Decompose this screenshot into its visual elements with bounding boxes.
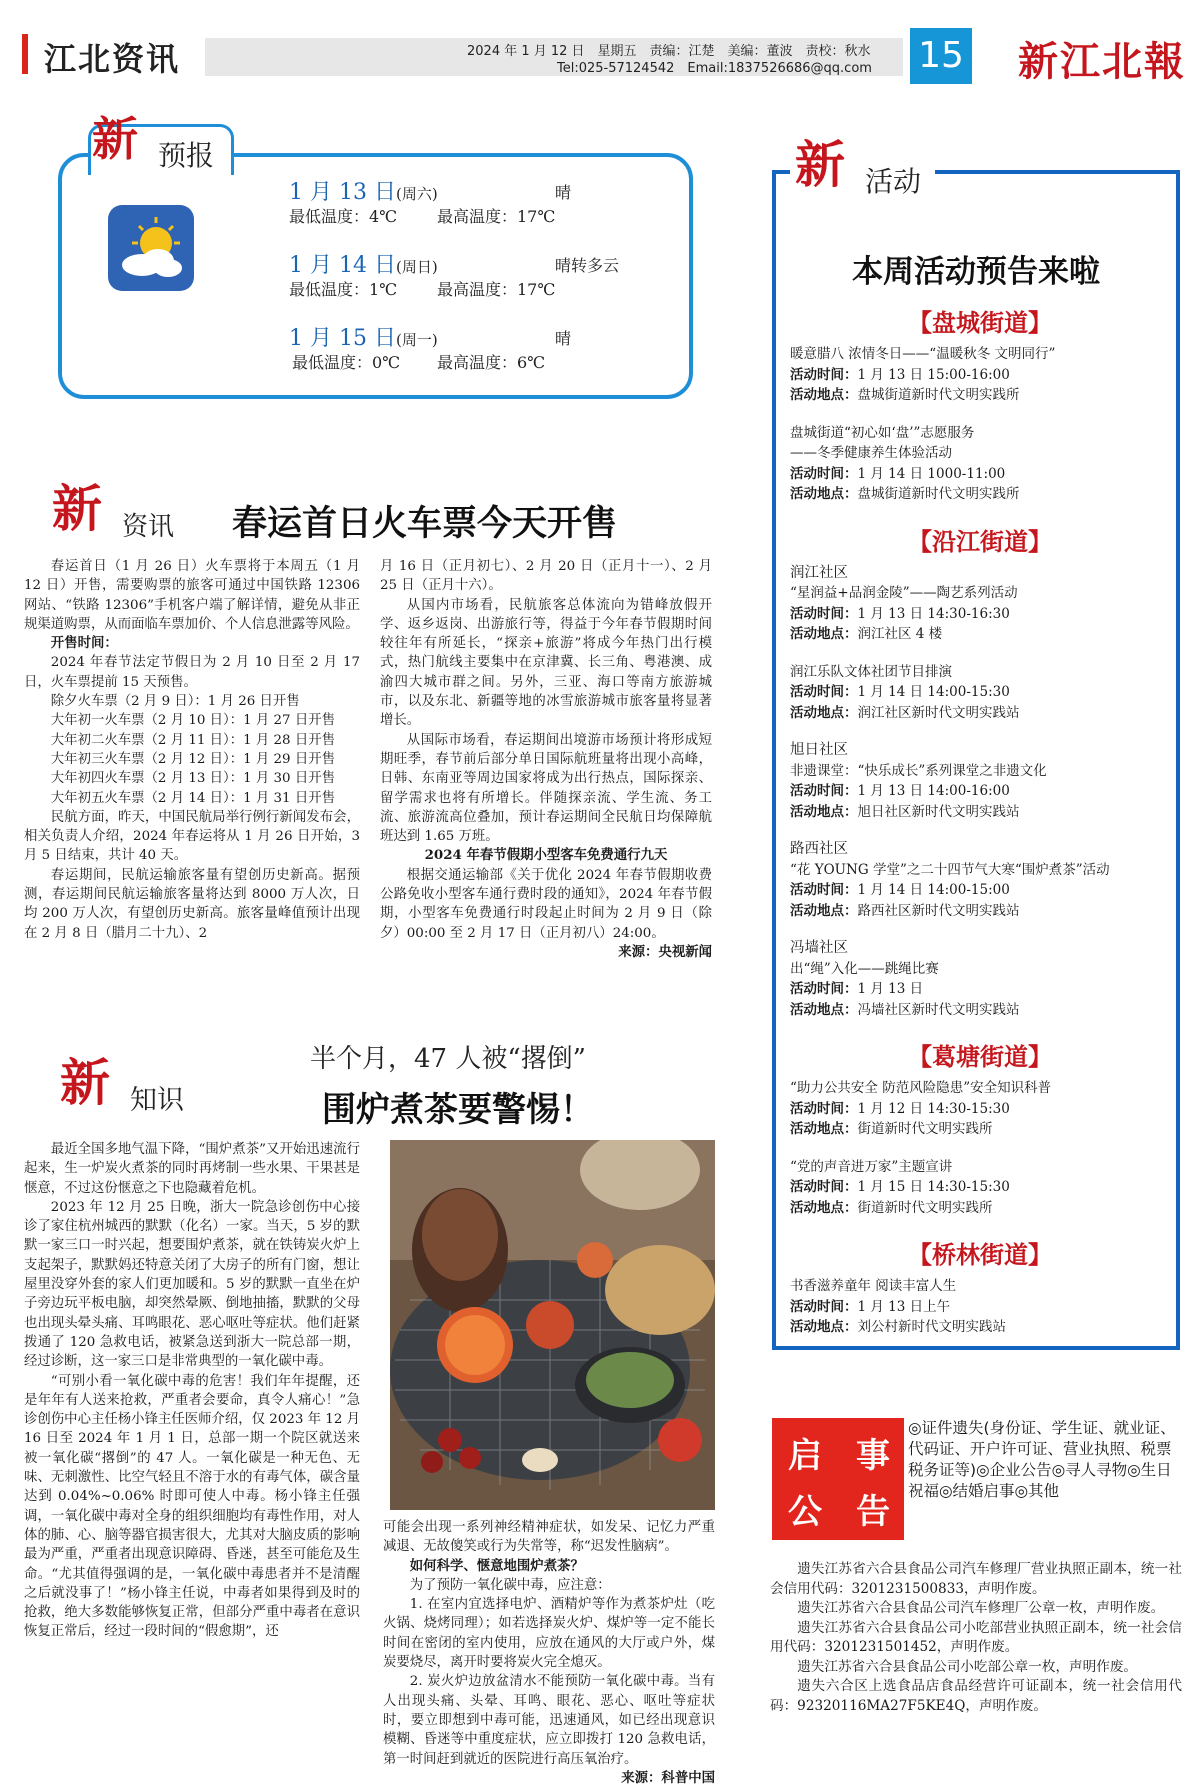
activity-name: 盘城街道“初心如‘盘’”志愿服务 [790, 424, 975, 441]
knowledge-paragraph: 最近全国多地气温下降，“围炉煮茶”又开始迅速流行起来，生一炉炭火煮茶的同时再烤制一些水果、干果甚是惬意，不过这份惬意之下也隐藏着危机。 [24, 1142, 360, 1196]
knowledge-mark: 新 [60, 1053, 110, 1112]
activity-time-label: 活动时间： [790, 1179, 858, 1195]
forecast-condition-3: 晴 [555, 329, 572, 348]
news-paragraph: 2024 年春节假期小型客车免费通行九天 [424, 847, 668, 864]
activities-title: 本周活动预告来啦 [852, 254, 1100, 290]
activity-item [790, 662, 1170, 724]
news-paragraph: 大年初五火车票（2 月 14 日）：1 月 31 日开售 [50, 790, 336, 806]
street-heading: 【盘城街道】 [908, 308, 1052, 337]
knowledge-paragraph: 可能会出现一系列神经精神症状，如发呆、记忆力严重减退、无故傻笑或行为失常等，称“迟发性脑病”。 [383, 1520, 715, 1555]
activity-time-label: 活动时间： [790, 684, 858, 700]
activity-place [790, 901, 1170, 922]
activity-item [790, 1276, 1170, 1338]
activity-time-value: 1 月 13 日 14:00-16:00 [857, 783, 1010, 799]
activity-place-label: 活动地点： [790, 803, 858, 820]
activity-time [790, 1297, 1170, 1318]
notice-badge-line-2: 公 告 [788, 1492, 890, 1532]
activity-name: “助力公共安全 防范风险隐患”安全知识科普 [790, 1080, 1052, 1096]
activity-item [790, 740, 1170, 822]
activity-place [790, 624, 1170, 645]
section-marker [22, 34, 28, 74]
notice-items [770, 1560, 1182, 1716]
activity-name: ——冬季健康养生体验活动 [790, 445, 952, 461]
knowledge-label: 知识 [130, 1085, 184, 1116]
activity-time-value: 1 月 12 日 14:30-15:30 [857, 1100, 1010, 1117]
activity-place [790, 703, 1170, 724]
header-contact-line: Tel:025-57124542 Email:1837526686@qq.com [557, 61, 872, 76]
activity-time-label: 活动时间： [790, 465, 858, 482]
news-paragraph: 民航方面，昨天，中国民航局举行例行新闻发布会，相关负责人介绍，2024 年春运将从 1 月 26 日开始，3 月 5 日结束，共计 40 天。 [24, 809, 360, 864]
news-paragraph: 从国际市场看，春运期间出境游市场预计将形成短期旺季，春节前后部分单日国际航班量将出现小高峰，日韩、东南亚等周边国家将成为出行热点，国际探亲、留学需求也将有所增长。伴随探亲流、学生流、务工流、旅游流高位叠加，预计春运期间全民航日均保障航班达到 1.65 万班。 [380, 732, 712, 845]
activity-place [790, 1119, 1170, 1140]
activity-time-value: 1 月 13 日 15:00-16:00 [857, 366, 1010, 383]
tea-stove-photo [390, 1140, 715, 1510]
forecast-condition-2: 晴转多云 [555, 256, 620, 275]
header-date-line: 2024 年 1 月 12 日 星期五 责编：江楚 美编：董波 责校：秋水 [467, 44, 871, 59]
activity-time-label: 活动时间： [790, 1100, 858, 1117]
activity-time [790, 1177, 1170, 1198]
news-paragraph: 2024 年春节法定节假日为 2 月 10 日至 2 月 17 日，火车票提前 15 天预售。 [24, 655, 360, 690]
header-info-bar [205, 38, 903, 76]
knowledge-source: 来源：科普中国 [621, 1769, 715, 1786]
activity-place-label: 活动地点： [790, 902, 858, 919]
activity-time [790, 464, 1170, 485]
activity-item [790, 344, 1170, 406]
notice-badge [772, 1418, 904, 1540]
news-paragraph: 从国内市场看，民航旅客总体流向为错峰放假开学、返乡返岗、出游旅行等，得益于今年春节假期时间较往年有所延长，“探亲+旅游”将成今年热门出行模式，热门航线主要集中在京津冀、长三角、粤港澳、成渝四大城市群之间。另外，三亚、海口等南方旅游城市，以及东北、新疆等地的冰雪旅游城市旅客量将显著增长。 [380, 597, 712, 729]
notice-item: 遗失江苏省六合县食品公司汽车修理厂营业执照正副本，统一社会信用代码：3201231500833，声明作废。 [770, 1561, 1182, 1597]
activity-time [790, 604, 1170, 625]
notice-item: 遗失六合区上选食品店食品经营许可证副本，统一社会信用代码：92320116MA27F5KE4Q，声明作废。 [770, 1678, 1182, 1714]
activity-name: “花 YOUNG 学堂”之二十四节气大寒“围炉煮茶”活动 [790, 861, 1110, 878]
knowledge-paragraph: 2023 年 12 月 25 日晚，浙大一院急诊创伤中心接诊了家住杭州城西的默默（化名）一家。当天，5 岁的默默一家三口一时兴起，想要围炉煮茶，就在铁铸炭火炉上支起架子，默默妈还特意关闭了大房子的所有门窗，想让屋里没穿外套的家人们更加暖和。5 岁的默默一直坐在炉子旁边玩平板电脑，却突然晕厥、倒地抽搐，默默的父母也出现头晕头痛、耳鸣眼花、恶心呕吐等症状。他们赶紧拨通了 120 急救电话，被紧急送到浙大一院总部一期，经过诊断，这一家三口是非常典型的一氧化碳中毒。 [24, 1199, 360, 1370]
activity-name: 出“绳”入化——跳绳比赛 [790, 960, 939, 977]
activity-name: “星润益+品润金陵”——陶艺系列活动 [790, 585, 1018, 601]
forecast-high-3: 最高温度：6℃ [437, 353, 546, 372]
activity-item [790, 1157, 1170, 1219]
activity-place-label: 活动地点： [790, 387, 858, 403]
activity-place [790, 484, 1170, 505]
knowledge-paragraph: 为了预防一氧化碳中毒，应注意： [409, 1577, 611, 1593]
news-headline: 春运首日火车票今天开售 [232, 503, 618, 544]
street-heading: 【沿江街道】 [908, 526, 1052, 556]
activity-place-value: 旭日社区新时代文明实践站 [857, 803, 1020, 820]
activity-place-value: 冯墙社区新时代文明实践站 [857, 1001, 1020, 1018]
activity-time [790, 781, 1170, 802]
activity-item [790, 423, 1170, 505]
knowledge-paragraph: “可别小看一氧化碳中毒的危害！我们年年提醒，还是年年有人送来抢救，严重者会要命，真令人痛心！”急诊创伤中心主任杨小锋主任医师介绍，仅 2023 年 12 月 16 日至 2024 年 1 月 1 日，总部一期一个院区就送来被一氧化碳“撂倒”的 47 人。一氧化碳是一种无色、无味、无刺激性、比空气轻且不溶于水的有毒气体，碳含量达到 0.04%~0.06% 时即可使人中毒。杨小锋主任强调，一氧化碳中毒对全身的组织细胞均有毒性作用，对人体的肺、心、脑等器官损害很大，尤其对大脑皮质的影响最为严重，严重者出现意识障碍、昏迷，甚至可能危及生命。“尤其值得强调的是，一氧化碳中毒患者并不是清醒之后就没事了！”杨小锋主任说，中毒者如果得到及时的抢救，绝大多数能够恢复正常，但部分严重中毒者在意识恢复正常后，经过一段时间的“假愈期”，还 [24, 1373, 360, 1640]
activity-place [790, 1198, 1170, 1219]
knowledge-paragraph: 2. 炭火炉边放盆清水不能预防一氧化碳中毒。当有人出现头痛、头晕、耳鸣、眼花、恶心、呕吐等症状时，要立即想到中毒可能，迅速通风，如已经出现意识模糊、昏迷等中重度症状，应立即拨打 120 急救电话，第一时间赶到就近的医院进行高压氧治疗。 [383, 1674, 715, 1767]
newspaper-logo: 新江北報 [1018, 38, 1186, 85]
news-mark: 新 [52, 479, 102, 538]
activity-place [790, 385, 1170, 406]
activity-name: 润江乐队文体社团节目排演 [790, 663, 952, 680]
activity-time [790, 880, 1170, 901]
forecast-condition-1: 晴 [555, 183, 572, 202]
news-paragraph: 开售时间： [50, 635, 118, 652]
news-paragraph: 除夕火车票（2 月 9 日）：1 月 26 日开售 [50, 694, 300, 710]
forecast-mark: 新 [92, 112, 138, 166]
activity-place-label: 活动地点： [790, 1001, 858, 1018]
activity-place-label: 活动地点： [790, 626, 858, 642]
news-paragraph: 春运期间，民航运输旅客量有望创历史新高。据预测，春运期间民航运输旅客量将达到 8000 万人次，日均 200 万人次，有望创历史新高。旅客量峰值预计出现在 2 月 8 日（腊月二十九）、2 [24, 867, 360, 941]
activity-place-label: 活动地点： [790, 1319, 858, 1335]
activity-time-value: 1 月 14 日 14:00-15:00 [857, 882, 1010, 898]
activity-place-value: 盘城街道新时代文明实践所 [857, 486, 1020, 502]
activity-place-label: 活动地点： [790, 1121, 858, 1137]
knowledge-paragraph: 如何科学、惬意地围炉煮茶？ [409, 1557, 584, 1574]
forecast-date-2: 1 月 14 日(周日) [289, 253, 438, 278]
activity-time-label: 活动时间： [790, 981, 858, 997]
activity-place-value: 盘城街道新时代文明实践所 [857, 387, 1020, 403]
activity-place-value: 刘公村新时代文明实践站 [857, 1319, 1006, 1335]
activity-place-label: 活动地点： [790, 704, 858, 721]
activity-time [790, 682, 1170, 703]
activity-community: 冯墙社区 [790, 940, 848, 956]
activity-time-value: 1 月 13 日 14:30-16:30 [857, 605, 1010, 622]
activity-time [790, 365, 1170, 386]
news-column-1 [24, 557, 360, 943]
knowledge-headline: 围炉煮茶要警惕！ [322, 1090, 594, 1130]
activity-place-label: 活动地点： [790, 486, 858, 502]
news-column-2 [380, 557, 712, 962]
news-paragraph: 大年初一火车票（2 月 10 日）：1 月 27 日开售 [50, 713, 336, 729]
activity-place-value: 路西社区新时代文明实践站 [857, 902, 1020, 919]
notice-item: 遗失江苏省六合县食品公司小吃部公章一枚，声明作废。 [797, 1658, 1138, 1675]
activity-place-value: 润江社区 4 楼 [857, 626, 943, 642]
activity-place-value: 润江社区新时代文明实践站 [857, 704, 1020, 721]
knowledge-kicker: 半个月，47 人被“撂倒” [310, 1044, 586, 1074]
notice-item: 遗失江苏省六合县食品公司小吃部营业执照正副本，统一社会信用代码：3201231501452，声明作废。 [770, 1619, 1182, 1655]
forecast-date-1: 1 月 13 日(周六) [289, 180, 438, 205]
activity-community: 路西社区 [790, 841, 848, 857]
news-label: 资讯 [122, 512, 175, 542]
activity-item [790, 839, 1170, 921]
news-paragraph: 春运首日（1 月 26 日）火车票将于本周五（1 月 12 日）开售，需要购票的旅客可通过中国铁路 12306 网站、“铁路 12306”手机客户端了解详情，避免从非正规渠道购票，从而面临车票加价、个人信息泄露等风险。 [24, 559, 360, 632]
weather-icon [108, 205, 194, 291]
street-heading: 【桥林街道】 [908, 1240, 1052, 1269]
notice-item: 遗失江苏省六合县食品公司汽车修理厂公章一枚，声明作废。 [797, 1600, 1165, 1616]
forecast-high-1: 最高温度：17℃ [437, 207, 556, 226]
forecast-high-2: 最高温度：17℃ [437, 280, 556, 299]
activities-list [790, 303, 1170, 1355]
activity-place [790, 802, 1170, 823]
forecast-low-1: 最低温度：4℃ [289, 207, 398, 226]
street-heading: 【葛塘街道】 [908, 1042, 1052, 1071]
activity-name: 非遗课堂：“快乐成长”系列课堂之非遗文化 [790, 762, 1047, 779]
activity-time-label: 活动时间： [790, 366, 858, 383]
activity-item [790, 563, 1170, 645]
news-paragraph: 月 16 日（正月初七）、2 月 20 日（正月十一）、2 月 25 日（正月十六）。 [380, 559, 712, 594]
activity-place [790, 1317, 1170, 1338]
page-number: 15 [910, 28, 972, 84]
activity-time-value: 1 月 13 日 [857, 981, 924, 997]
activity-place [790, 1000, 1170, 1021]
activity-time-label: 活动时间： [790, 605, 858, 622]
activity-community: 旭日社区 [790, 742, 848, 758]
activity-time-label: 活动时间： [790, 783, 858, 799]
activity-name: 书香滋养童年 阅读丰富人生 [790, 1278, 957, 1294]
activity-time [790, 979, 1170, 1000]
activity-item [790, 938, 1170, 1020]
forecast-low-3: 最低温度：0℃ [292, 353, 401, 372]
activity-place-value: 街道新时代文明实践所 [857, 1199, 993, 1216]
activity-name: 暖意腊八 浓情冬日——“温暖秋冬 文明同行” [790, 346, 1056, 362]
activity-time-label: 活动时间： [790, 882, 858, 898]
notice-badge-line-1: 启 事 [788, 1436, 890, 1476]
knowledge-column-2 [383, 1518, 715, 1788]
forecast-low-2: 最低温度：1℃ [289, 280, 398, 299]
section-title: 江北资讯 [44, 40, 181, 78]
activity-time [790, 1099, 1170, 1120]
news-paragraph: 根据交通运输部《关于优化 2024 年春节假期收费公路免收小型客车通行费时段的通知》，2024 年春节假期，小型客车免费通行时段起止时间为 2 月 9 日（除夕）00:00 至 2 月 17 日（正月初八）24:00。 [380, 867, 712, 941]
activities-mark: 新 [795, 135, 845, 194]
news-paragraph: 大年初三火车票（2 月 12 日）：1 月 29 日开售 [50, 751, 336, 767]
notice-categories: ◎证件遗失(身份证、学生证、就业证、代码证、开户许可证、营业执照、税票税务证等)◎企业公告◎寻人寻物◎生日祝福◎结婚启事◎其他 [908, 1419, 1176, 1500]
activities-label: 活动 [865, 165, 922, 198]
knowledge-column-1 [24, 1140, 360, 1642]
forecast-label: 预报 [158, 139, 215, 172]
activity-name: “党的声音进万家”主题宣讲 [790, 1158, 953, 1175]
news-paragraph: 大年初二火车票（2 月 11 日）：1 月 28 日开售 [50, 732, 336, 748]
activity-item [790, 1078, 1170, 1140]
activity-place-value: 街道新时代文明实践所 [857, 1121, 993, 1137]
activity-community: 润江社区 [790, 564, 848, 581]
activity-time-value: 1 月 13 日上午 [857, 1298, 951, 1315]
activity-time-value: 1 月 15 日 14:30-15:30 [857, 1179, 1010, 1195]
news-source: 来源：央视新闻 [618, 943, 712, 960]
activity-place-label: 活动地点： [790, 1199, 858, 1216]
news-paragraph: 大年初四火车票（2 月 13 日）：1 月 30 日开售 [50, 771, 336, 787]
activity-time-value: 1 月 14 日 1000-11:00 [857, 465, 1006, 482]
activity-time-label: 活动时间： [790, 1298, 858, 1315]
forecast-date-3: 1 月 15 日(周一) [289, 326, 438, 351]
knowledge-paragraph: 1. 在室内宜选择电炉、酒精炉等作为煮茶炉灶（吃火锅、烧烤同理）；如若选择炭火炉、煤炉等一定不能长时间在密闭的室内使用，应放在通风的大厅或户外，煤炭要烧尽，离开时要将炭火完全熄灭。 [383, 1597, 715, 1671]
activity-time-value: 1 月 14 日 14:00-15:30 [857, 684, 1010, 700]
